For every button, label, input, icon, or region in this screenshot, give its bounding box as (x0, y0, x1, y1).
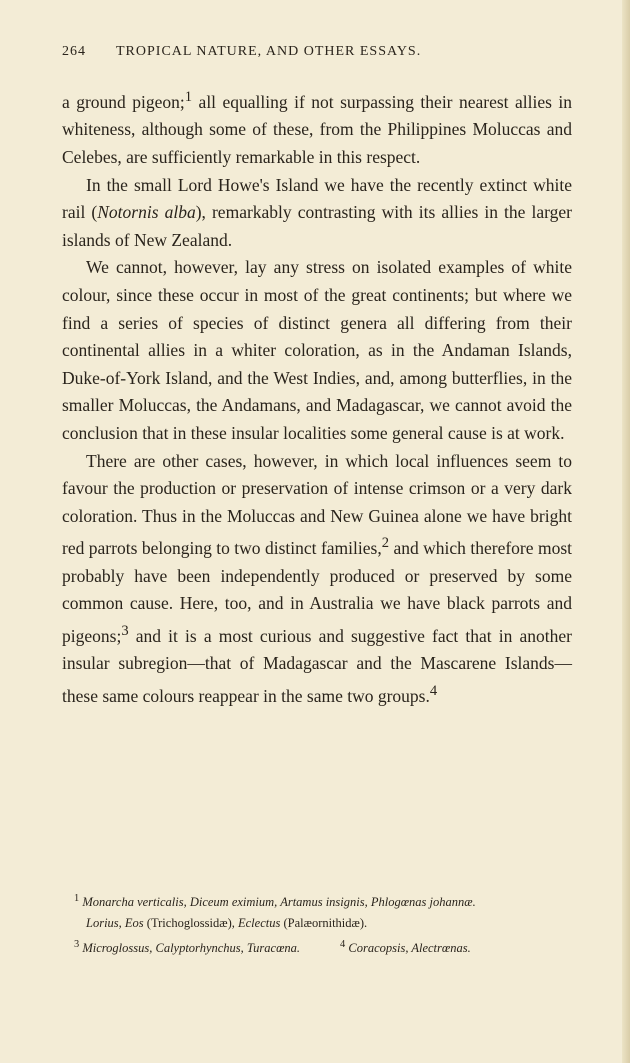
text-run: There are other cases, however, in which local influences seem to favour the production or preservation of intense crimson or a very dark coloration. Thus in the Moluccas and New Guinea alone we have bright red parrots belonging to two distinct families, (62, 450, 572, 559)
footnote-mark: 1 (74, 893, 80, 904)
paragraph-1 (62, 84, 572, 172)
page-number: 264 (62, 44, 86, 59)
footnote-text: Coracopsis, Alectrœnas. (348, 941, 471, 956)
text-run: In the small Lord Howe's Island we have the recently extinct white rail ( (62, 174, 572, 223)
footnotes (62, 888, 572, 959)
paragraph-3: We cannot, however, lay any stress on isolated examples of white colour, since these occur in most of the great continents; but where we find a series of species of distinct genera all differing from their continental allies in a whiter coloration, as in the Andaman Islands, Duke-of-York Island, and the West Indies, and, among butterflies, in the smaller Moluccas, the Andamans, and Madagascar, we cannot avoid the conclusion that in these insular localities some general cause is at work. (62, 257, 572, 443)
footnote-ref: 2 (381, 535, 390, 552)
footnote-ref: 4 (429, 682, 438, 699)
footnote-ref: 3 (121, 622, 129, 639)
text-run: and it is a most curious and suggestive fact that in another insular subregion—that of Madagascar and the Mascarene Islands—these same colours reappear in the same two groups. (62, 625, 572, 706)
species-name: Notornis alba (97, 202, 196, 223)
body-text (62, 84, 572, 710)
running-header (62, 44, 572, 60)
footnote-text: Microglossus, Calyptorhynchus, Turacœna. (82, 941, 301, 956)
footnote-1 (62, 888, 572, 913)
text-run: and which therefore most probably have been independently produced or preserved by some common cause. Here, too, and in Australia we have black parrots and pigeons; (62, 538, 572, 646)
footnote-mark: 4 (340, 939, 346, 951)
running-title: TROPICAL NATURE, AND OTHER ESSAYS. (116, 44, 422, 59)
footnote-ref: 1 (184, 89, 193, 105)
footnote-text: Monarcha verticalis, Diceum eximium, Artamus insignis, Phlogœnas johannæ. (82, 895, 476, 910)
footnote-text: Eclectus (238, 916, 281, 931)
footnote-3-4 (62, 934, 572, 959)
footnote-mark: 3 (74, 939, 80, 951)
footnote-text: (Palæornithidæ). (280, 916, 368, 931)
text-run: a ground pigeon; (62, 91, 185, 112)
footnote-2 (62, 913, 572, 934)
paragraph-2 (62, 172, 572, 255)
page-edge (622, 0, 630, 1063)
footnote-text: (Trichoglossidæ), (143, 916, 238, 931)
footnote-text: Lorius, Eos (86, 916, 144, 931)
text-run: ), remarkably contrasting with its allies in the larger islands of New Zealand. (62, 202, 573, 250)
text-run: all equalling if not surpassing their nearest allies in whiteness, although some of these, from the Philippines Moluccas and Celebes, are sufficiently remarkable in this respect. (62, 91, 573, 168)
paragraph-4 (62, 448, 572, 711)
